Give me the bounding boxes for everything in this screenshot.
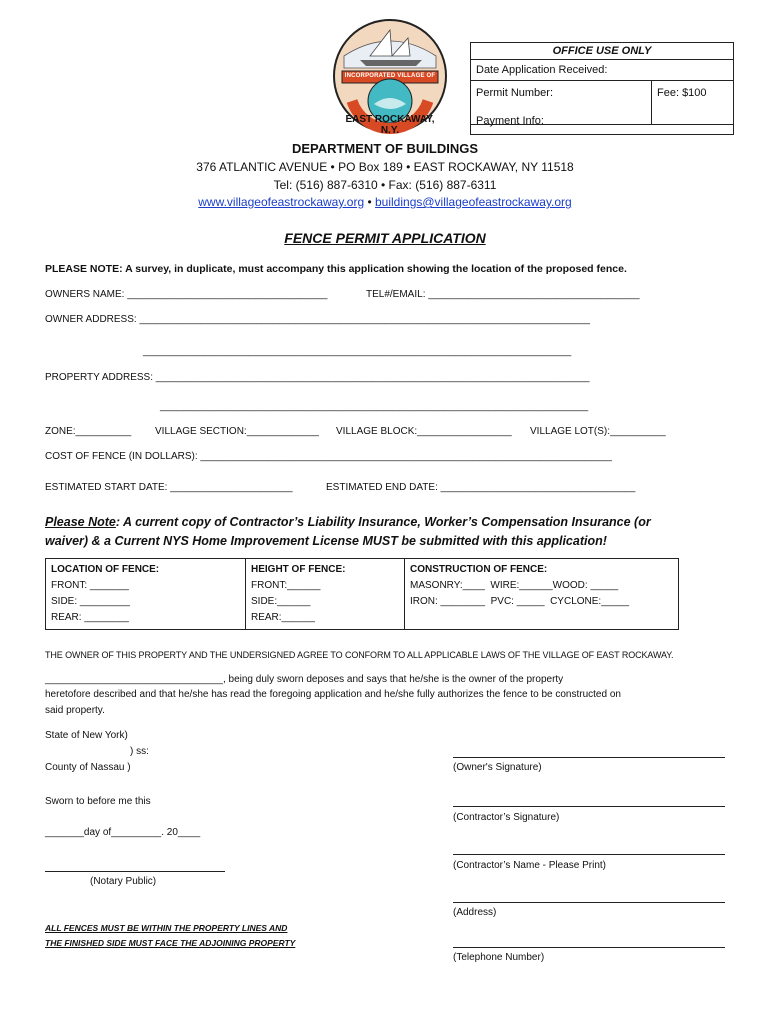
height-front-field[interactable]: FRONT:______ [251,580,321,591]
form-title: FENCE PERMIT APPLICATION [284,230,486,246]
location-header: LOCATION OF FENCE: [51,564,160,575]
survey-note: PLEASE NOTE: A survey, in duplicate, must accompany this application showing the location of the proposed fence. [45,263,627,275]
footer-note-line1: ALL FENCES MUST BE WITHIN THE PROPERTY LINES AND [45,923,288,933]
insurance-note-text: : A current copy of Contractor’s Liability Insurance, Worker’s Compensation Insurance (or waiver) & a Current NYS Home Improvement License MUST be submitted with this application! [45,515,651,548]
end-date-field[interactable]: ESTIMATED END DATE: ___________________________________ [326,482,636,493]
village-block-field[interactable]: VILLAGE BLOCK:_________________ [336,426,512,437]
contractor-signature-line[interactable] [453,806,725,807]
office-use-title: OFFICE USE ONLY [552,45,652,57]
height-rear-field[interactable]: REAR:______ [251,612,315,623]
owner-agreement: THE OWNER OF THIS PROPERTY AND THE UNDERSIGNED AGREE TO CONFORM TO ALL APPLICABLE LAWS OF THE VILLAGE OF EAST ROCKAWAY. [45,650,674,660]
insurance-note [45,513,695,551]
owner-signature-label: (Owner's Signature) [453,762,542,773]
construction-header: CONSTRUCTION OF FENCE: [410,564,548,575]
property-address-line2[interactable]: _____________________________________________________________________________ [160,401,589,412]
location-column [46,559,246,629]
office-use-box [470,42,734,135]
owner-signature-line[interactable] [453,757,725,758]
village-section-field[interactable]: VILLAGE SECTION:_____________ [155,426,319,437]
cost-field[interactable]: COST OF FENCE (IN DOLLARS): __________________________________________________________________________ [45,451,612,462]
logo-bottom-text: EAST ROCKAWAY, N.Y. [345,114,435,136]
fee-label: Fee: $100 [657,87,707,99]
height-column [246,559,405,629]
footer-note-line2: THE FINISHED SIDE MUST FACE THE ADJOINING PROPERTY [45,938,296,948]
location-side-field[interactable]: SIDE: _________ [51,596,130,607]
start-date-field[interactable]: ESTIMATED START DATE: ______________________ [45,482,293,493]
telephone-line[interactable] [453,947,725,948]
property-address-field[interactable]: PROPERTY ADDRESS: ______________________________________________________________________________ [45,372,590,383]
construction-column [405,559,678,629]
contractor-name-line[interactable] [453,854,725,855]
owner-address-line2[interactable]: _____________________________________________________________________________ [143,346,572,357]
department-heading: DEPARTMENT OF BUILDINGS [291,141,479,156]
date-received-label: Date Application Received: [476,64,608,76]
department-contact-line [0,195,770,209]
tel-email-field[interactable]: TEL#/EMAIL: ______________________________________ [366,289,640,300]
height-side-field[interactable]: SIDE:______ [251,596,311,607]
email-link[interactable]: buildings@villageofeastrockaway.org [375,195,572,209]
contractor-signature-label: (Contractor’s Signature) [453,812,560,823]
notary-signature-line[interactable] [45,871,225,872]
owner-address-field[interactable]: OWNER ADDRESS: _________________________________________________________________________________ [45,314,590,325]
notary-public-label: (Notary Public) [90,876,157,887]
logo-top-text: INCORPORATED VILLAGE OF [344,73,436,79]
department-address: 376 ATLANTIC AVENUE • PO Box 189 • EAST ROCKAWAY, NY 11518 [196,160,574,174]
village-lot-field[interactable]: VILLAGE LOT(S):__________ [530,426,666,437]
sworn-before-label: Sworn to before me this [45,796,151,807]
county-label: County of Nassau ) [45,762,131,773]
village-seal-logo [330,16,450,136]
telephone-label: (Telephone Number) [453,952,545,963]
zone-field[interactable]: ZONE:__________ [45,426,132,437]
day-of-field[interactable]: _______day of_________. 20____ [45,827,201,838]
construction-row-1[interactable]: MASONRY:____ WIRE:______WOOD: _____ [410,580,619,591]
sworn-statement-line1[interactable]: ________________________________, being duly sworn deposes and says that he/she is the owner of the property [45,674,564,685]
state-label: State of New York) [45,730,128,741]
sworn-statement-line2: heretofore described and that he/she has read the foregoing application and he/she fully authorizes the fence to be constructed on [45,689,621,700]
construction-row-2[interactable]: IRON: ________ PVC: _____ CYCLONE:_____ [410,596,630,607]
location-rear-field[interactable]: REAR: ________ [51,612,129,623]
insurance-note-label: Please Note [45,515,116,529]
sworn-statement-line3: said property. [45,705,105,716]
address-line[interactable] [453,902,725,903]
ss-label: ) ss: [130,746,149,757]
fence-details-table [45,558,679,630]
department-phone: Tel: (516) 887-6310 • Fax: (516) 887-6311 [273,178,497,192]
address-label: (Address) [453,907,497,918]
location-front-field[interactable]: FRONT: _______ [51,580,129,591]
payment-info-label: Payment Info: [476,115,544,127]
contact-separator: • [364,195,375,209]
contractor-name-label: (Contractor’s Name - Please Print) [453,860,607,871]
height-header: HEIGHT OF FENCE: [251,564,346,575]
website-link[interactable]: www.villageofeastrockaway.org [198,195,365,209]
owners-name-field[interactable]: OWNERS NAME: ____________________________________ [45,289,328,300]
permit-number-label: Permit Number: [476,87,554,99]
